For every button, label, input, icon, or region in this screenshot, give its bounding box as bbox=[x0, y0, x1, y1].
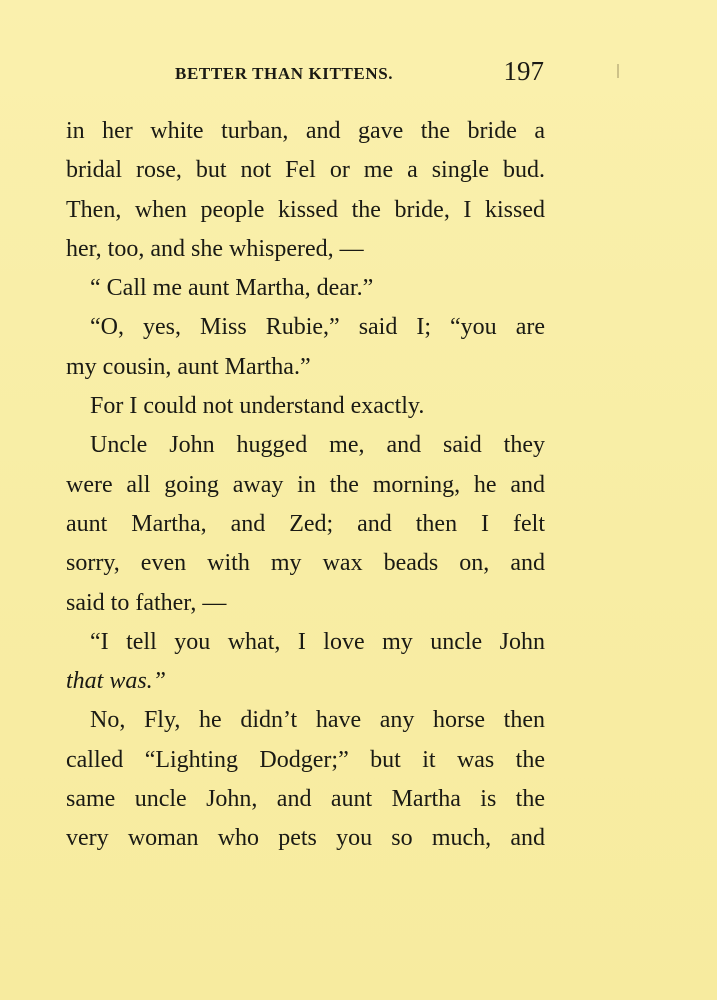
text-line: Then, when people kissed the bride, I kissed bbox=[66, 196, 545, 223]
text-line: For I could not understand exactly. bbox=[90, 393, 425, 420]
page-edge-mark bbox=[617, 64, 619, 78]
text-line: her, too, and she whispered, — bbox=[66, 235, 364, 262]
text-line: same uncle John, and aunt Martha is the bbox=[66, 786, 545, 813]
text-line: “ Call me aunt Martha, dear.” bbox=[90, 275, 374, 302]
text-line: No, Fly, he didn’t have any horse then bbox=[90, 707, 545, 734]
text-line: in her white turban, and gave the bride a bbox=[66, 118, 545, 144]
page-header bbox=[170, 58, 550, 94]
text-line: said to father, — bbox=[66, 589, 227, 616]
body-text bbox=[66, 112, 545, 859]
text-line: bridal rose, but not Fel or me a single bud. bbox=[66, 157, 545, 184]
page-number: 197 bbox=[503, 56, 544, 86]
text-line: that was.” bbox=[66, 668, 167, 695]
text-line: called “Lighting Dodger;” but it was the bbox=[66, 746, 545, 773]
text-line: “O, yes, Miss Rubie,” said I; “you are bbox=[90, 314, 545, 341]
running-title: BETTER THAN KITTENS. bbox=[175, 64, 394, 83]
text-line: sorry, even with my wax beads on, and bbox=[66, 550, 545, 577]
text-line: were all going away in the morning, he and bbox=[66, 471, 545, 498]
text-line: aunt Martha, and Zed; and then I felt bbox=[66, 510, 545, 537]
text-line: Uncle John hugged me, and said they bbox=[90, 432, 545, 459]
text-line: my cousin, aunt Martha.” bbox=[66, 353, 311, 380]
text-line: “I tell you what, I love my uncle John bbox=[90, 628, 545, 655]
text-line: very woman who pets you so much, and bbox=[66, 825, 545, 852]
